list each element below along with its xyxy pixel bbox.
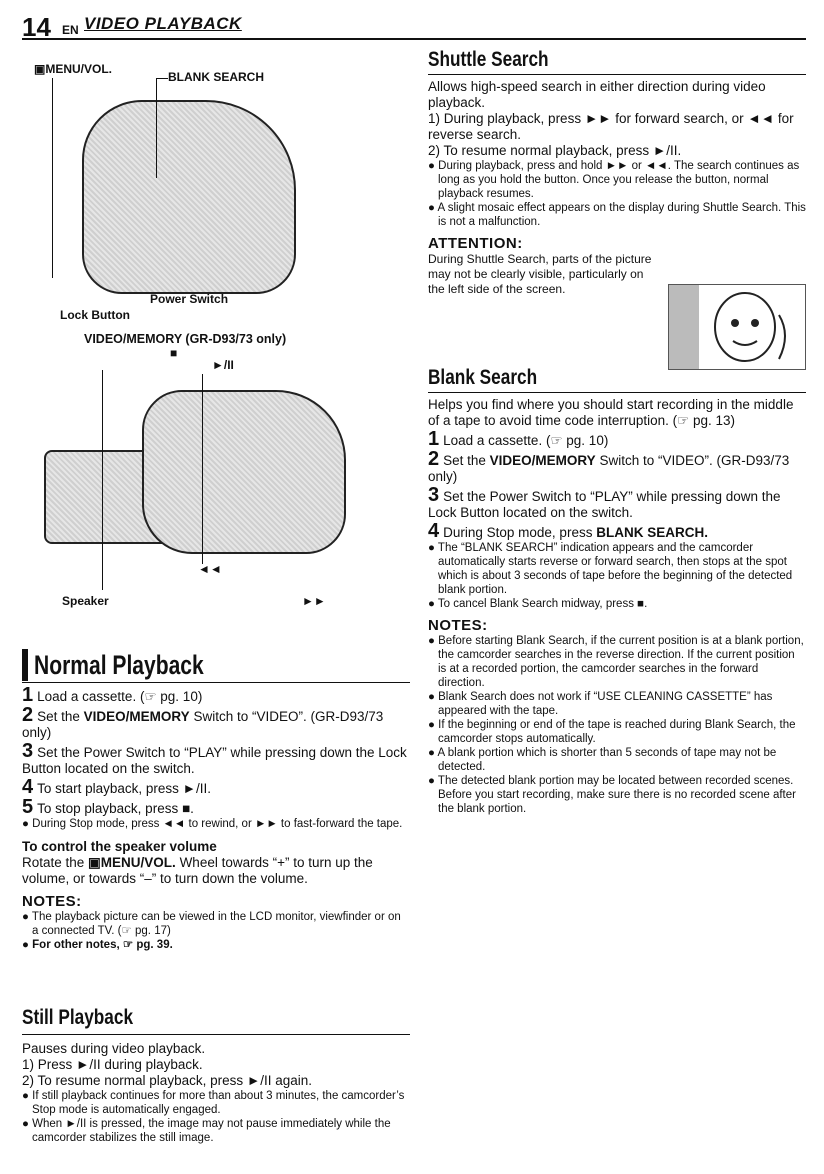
blank-note-3: ● If the beginning or end of the tape is reached during Blank Search, the camcorder stops automatically. xyxy=(428,719,796,745)
fast-forward-icon: ►► xyxy=(302,594,326,608)
normal-step-5: 5 To stop playback, press ■. xyxy=(22,796,194,818)
normal-note-1: ● The playback picture can be viewed in the LCD monitor, viewfinder or on a connected TV. (☞ pg. 17) xyxy=(22,911,401,937)
blank-step-4: 4 During Stop mode, press BLANK SEARCH. xyxy=(428,520,708,542)
blank-bullet-1: ● The “BLANK SEARCH” indication appears and the camcorder automatically starts reverse or forward search, then stops at the spot which is about 3 seconds of tape before the beginning of the detected blank portion. xyxy=(428,542,793,596)
blank-note-1: ● Before starting Blank Search, if the current position is at a blank portion, the camcorder searches in the reverse direction. If the current position is at a recorded portion, the camcorder searches in the forward direction. xyxy=(428,635,804,689)
normal-playback-section xyxy=(22,648,410,952)
label-menu-vol: ▣MENU/VOL. xyxy=(34,62,113,76)
normal-bullet-1: ● During Stop mode, press ◄◄ to rewind, or ►► to fast-forward the tape. xyxy=(22,818,403,830)
camcorder-body xyxy=(142,390,346,554)
language-tag: EN xyxy=(62,23,79,37)
normal-step-2: 2 Set the VIDEO/MEMORY Switch to “VIDEO”. (GR-D93/73 only) xyxy=(22,704,384,740)
normal-step-3: 3 Set the Power Switch to “PLAY” while pressing down the Lock Button located on the switch. xyxy=(22,740,407,776)
normal-playback-title: Normal Playback xyxy=(34,649,204,680)
normal-step-1: 1 Load a cassette. (☞ pg. 10) xyxy=(22,684,203,706)
normal-note-2: ● For other notes, ☞ pg. 39. xyxy=(22,939,173,951)
section-bar xyxy=(22,649,28,681)
play-pause-icon: ►/II xyxy=(212,358,234,372)
label-video-memory: VIDEO/MEMORY (GR-D93/73 only) xyxy=(84,332,287,346)
normal-step-4: 4 To start playback, press ►/II. xyxy=(22,776,212,798)
still-bullet-1: ● If still playback continues for more than about 3 minutes, the camcorder’s Stop mode is automatically engaged. xyxy=(22,1090,405,1116)
section-title: VIDEO PLAYBACK xyxy=(84,14,242,33)
shuttle-bullet-2: ● A slight mosaic effect appears on the display during Shuttle Search. This is not a malfunction. xyxy=(428,202,806,228)
blank-search-title: Blank Search xyxy=(428,366,538,389)
blank-notes-heading: NOTES: xyxy=(428,617,488,634)
blank-step-2: 2 Set the VIDEO/MEMORY Switch to “VIDEO”. (GR-D93/73 only) xyxy=(428,448,790,484)
normal-notes-heading: NOTES: xyxy=(22,893,82,910)
shuttle-search-section xyxy=(428,48,806,297)
blank-step-1: 1 Load a cassette. (☞ pg. 10) xyxy=(428,428,609,450)
blank-step-3: 3 Set the Power Switch to “PLAY” while pressing down the Lock Button located on the switch. xyxy=(428,484,781,520)
still-line-2: 2) To resume normal playback, press ►/II again. xyxy=(22,1073,312,1088)
blank-bullet-2: ● To cancel Blank Search midway, press ■. xyxy=(428,598,648,610)
shuttle-line-2: 2) To resume normal playback, press ►/II. xyxy=(428,143,682,158)
shuttle-search-title: Shuttle Search xyxy=(428,48,549,71)
still-line-1: 1) Press ►/II during playback. xyxy=(22,1057,203,1072)
figure-camcorder-top xyxy=(22,60,410,330)
attention-heading: ATTENTION: xyxy=(428,235,523,252)
still-playback-title: Still Playback xyxy=(22,1006,134,1029)
label-speaker: Speaker xyxy=(62,594,109,608)
attention-text: During Shuttle Search, parts of the picture may not be clearly visible, particularly on the left side of the screen. xyxy=(428,252,652,296)
label-lock-button: Lock Button xyxy=(60,308,130,322)
shuttle-intro: Allows high-speed search in either direction during video playback. xyxy=(428,79,766,110)
page-header xyxy=(22,10,806,40)
shuttle-bullet-1: ● During playback, press and hold ►► or ◄◄. The search continues as long as you hold the button. Once you release the button, normal playback resumes. xyxy=(428,160,800,200)
figure-camcorder-lcd xyxy=(22,330,410,612)
blank-note-2: ● Blank Search does not work if “USE CLEANING CASSETTE” has appeared with the tape. xyxy=(428,691,773,717)
still-playback-section xyxy=(22,1006,410,1145)
blank-search-section xyxy=(428,366,806,816)
mosaic-face-illustration xyxy=(668,284,806,370)
blank-intro: Helps you find where you should start recording in the middle of a tape to avoid time code interruption. (☞ pg. 13) xyxy=(428,397,794,428)
shuttle-line-1: 1) During playback, press ►► for forward search, or ◄◄ for reverse search. xyxy=(428,111,794,142)
still-bullet-2: ● When ►/II is pressed, the image may not pause immediately while the camcorder stabilizes the still image. xyxy=(22,1118,391,1144)
volume-title: To control the speaker volume xyxy=(22,839,217,854)
label-blank-search: BLANK SEARCH xyxy=(168,70,264,84)
label-power-switch: Power Switch xyxy=(150,292,229,306)
rewind-icon: ◄◄ xyxy=(198,562,222,576)
blank-note-5: ● The detected blank portion may be located between recorded scenes. Before you start recording, make sure there is no recorded scene after the blank portion. xyxy=(428,775,796,815)
camcorder-body-top xyxy=(82,100,296,294)
still-intro: Pauses during video playback. xyxy=(22,1041,206,1056)
stop-icon: ■ xyxy=(170,346,178,360)
page-number: 14 xyxy=(22,12,51,42)
volume-text: Rotate the ▣MENU/VOL. Wheel towards “+” to turn up the volume, or towards “–” to turn down the volume. xyxy=(22,855,373,886)
blank-note-4: ● A blank portion which is shorter than 5 seconds of tape may not be detected. xyxy=(428,747,777,773)
